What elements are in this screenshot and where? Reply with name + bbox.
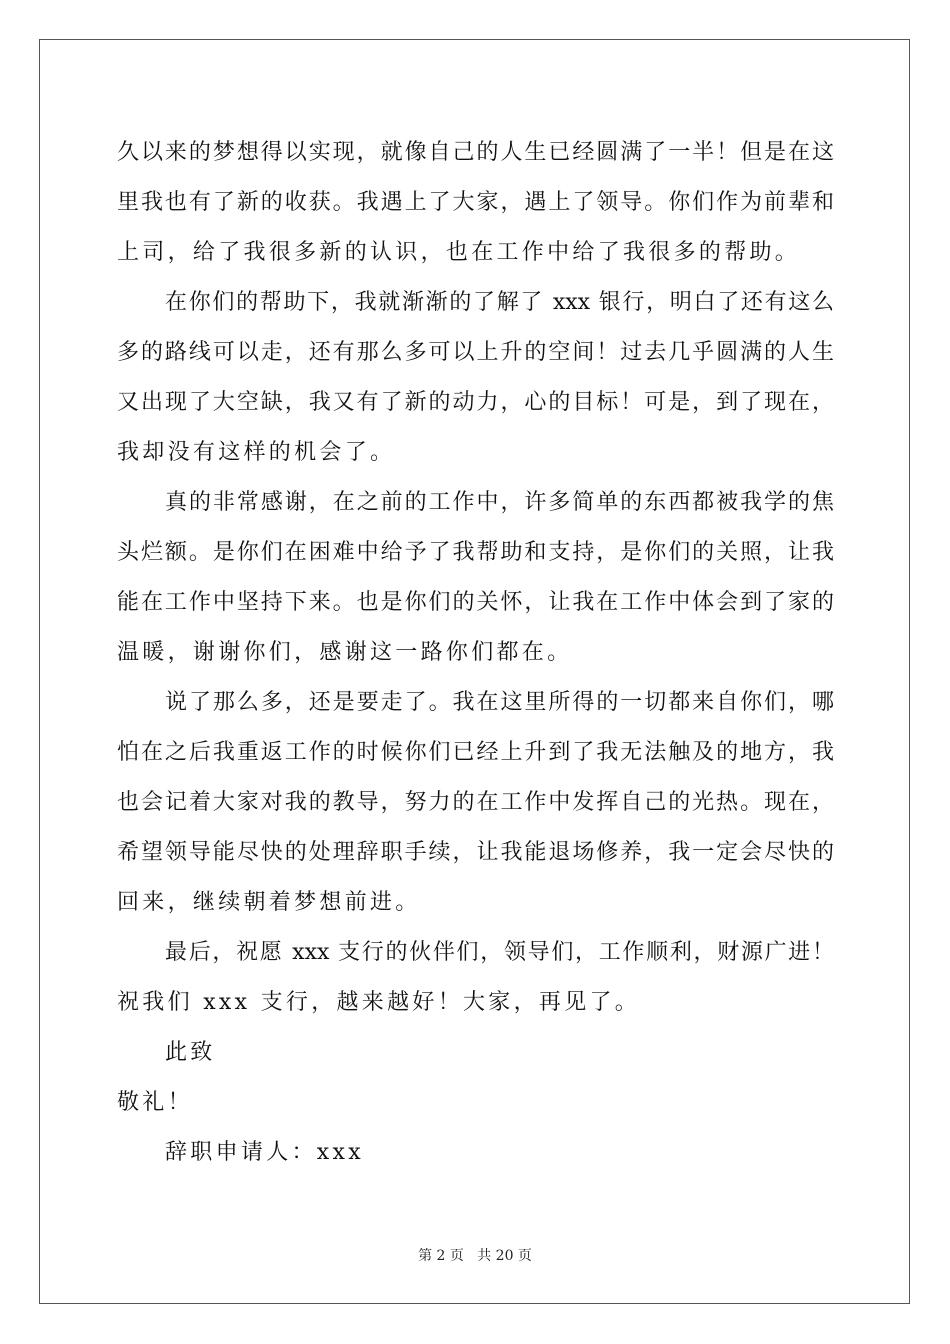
text-line: 上司，给了我很多新的认识，也在工作中给了我很多的帮助。	[117, 240, 801, 265]
paragraph-first-line: 在你们的帮助下，我就渐渐的了解了 xxx 银行，明白了还有这么	[165, 290, 834, 315]
paragraph-first-line: 真的非常感谢，在之前的工作中，许多简单的东西都被我学的焦	[165, 490, 834, 515]
text-line: 头烂额。是你们在困难中给予了我帮助和支持，是你们的关照，让我	[117, 540, 834, 565]
text-line: 能在工作中坚持下来。也是你们的关怀，让我在工作中体会到了家的	[117, 590, 834, 615]
text-line: 我却没有这样的机会了。	[117, 440, 396, 465]
text-line: 回来，继续朝着梦想前进。	[117, 890, 421, 915]
signature-line: 辞职申请人：xxx	[165, 1140, 364, 1165]
text-line: 怕在之后我重返工作的时候你们已经上升到了我无法触及的地方，我	[117, 740, 834, 765]
paragraph-first-line: 最后，祝愿 xxx 支行的伙伴们，领导们，工作顺利，财源广进！	[165, 940, 834, 965]
text-line: 又出现了大空缺，我又有了新的动力，心的目标！可是，到了现在，	[117, 390, 834, 415]
page-footer	[0, 1247, 950, 1265]
text-line: 希望领导能尽快的处理辞职手续，让我能退场修养，我一定会尽快的	[117, 840, 834, 865]
text-line: 也会记着大家对我的教导，努力的在工作中发挥自己的光热。现在，	[117, 790, 834, 815]
text-line: 多的路线可以走，还有那么多可以上升的空间！过去几乎圆满的人生	[117, 340, 834, 365]
page-number: 第 2 页 共 20 页	[418, 1248, 532, 1264]
closing-salutation: 此致	[165, 1040, 216, 1065]
text-line: 祝我们 xxx 支行，越来越好！大家，再见了。	[117, 990, 641, 1015]
paragraph-first-line: 说了那么多，还是要走了。我在这里所得的一切都来自你们，哪	[165, 690, 834, 715]
text-line: 温暖，谢谢你们，感谢这一路你们都在。	[117, 640, 573, 665]
closing-regards: 敬礼！	[117, 1090, 193, 1115]
text-line: 里我也有了新的收获。我遇上了大家，遇上了领导。你们作为前辈和	[117, 190, 834, 215]
letter-body	[117, 128, 834, 1178]
text-line: 久以来的梦想得以实现，就像自己的人生已经圆满了一半！但是在这	[117, 140, 834, 165]
